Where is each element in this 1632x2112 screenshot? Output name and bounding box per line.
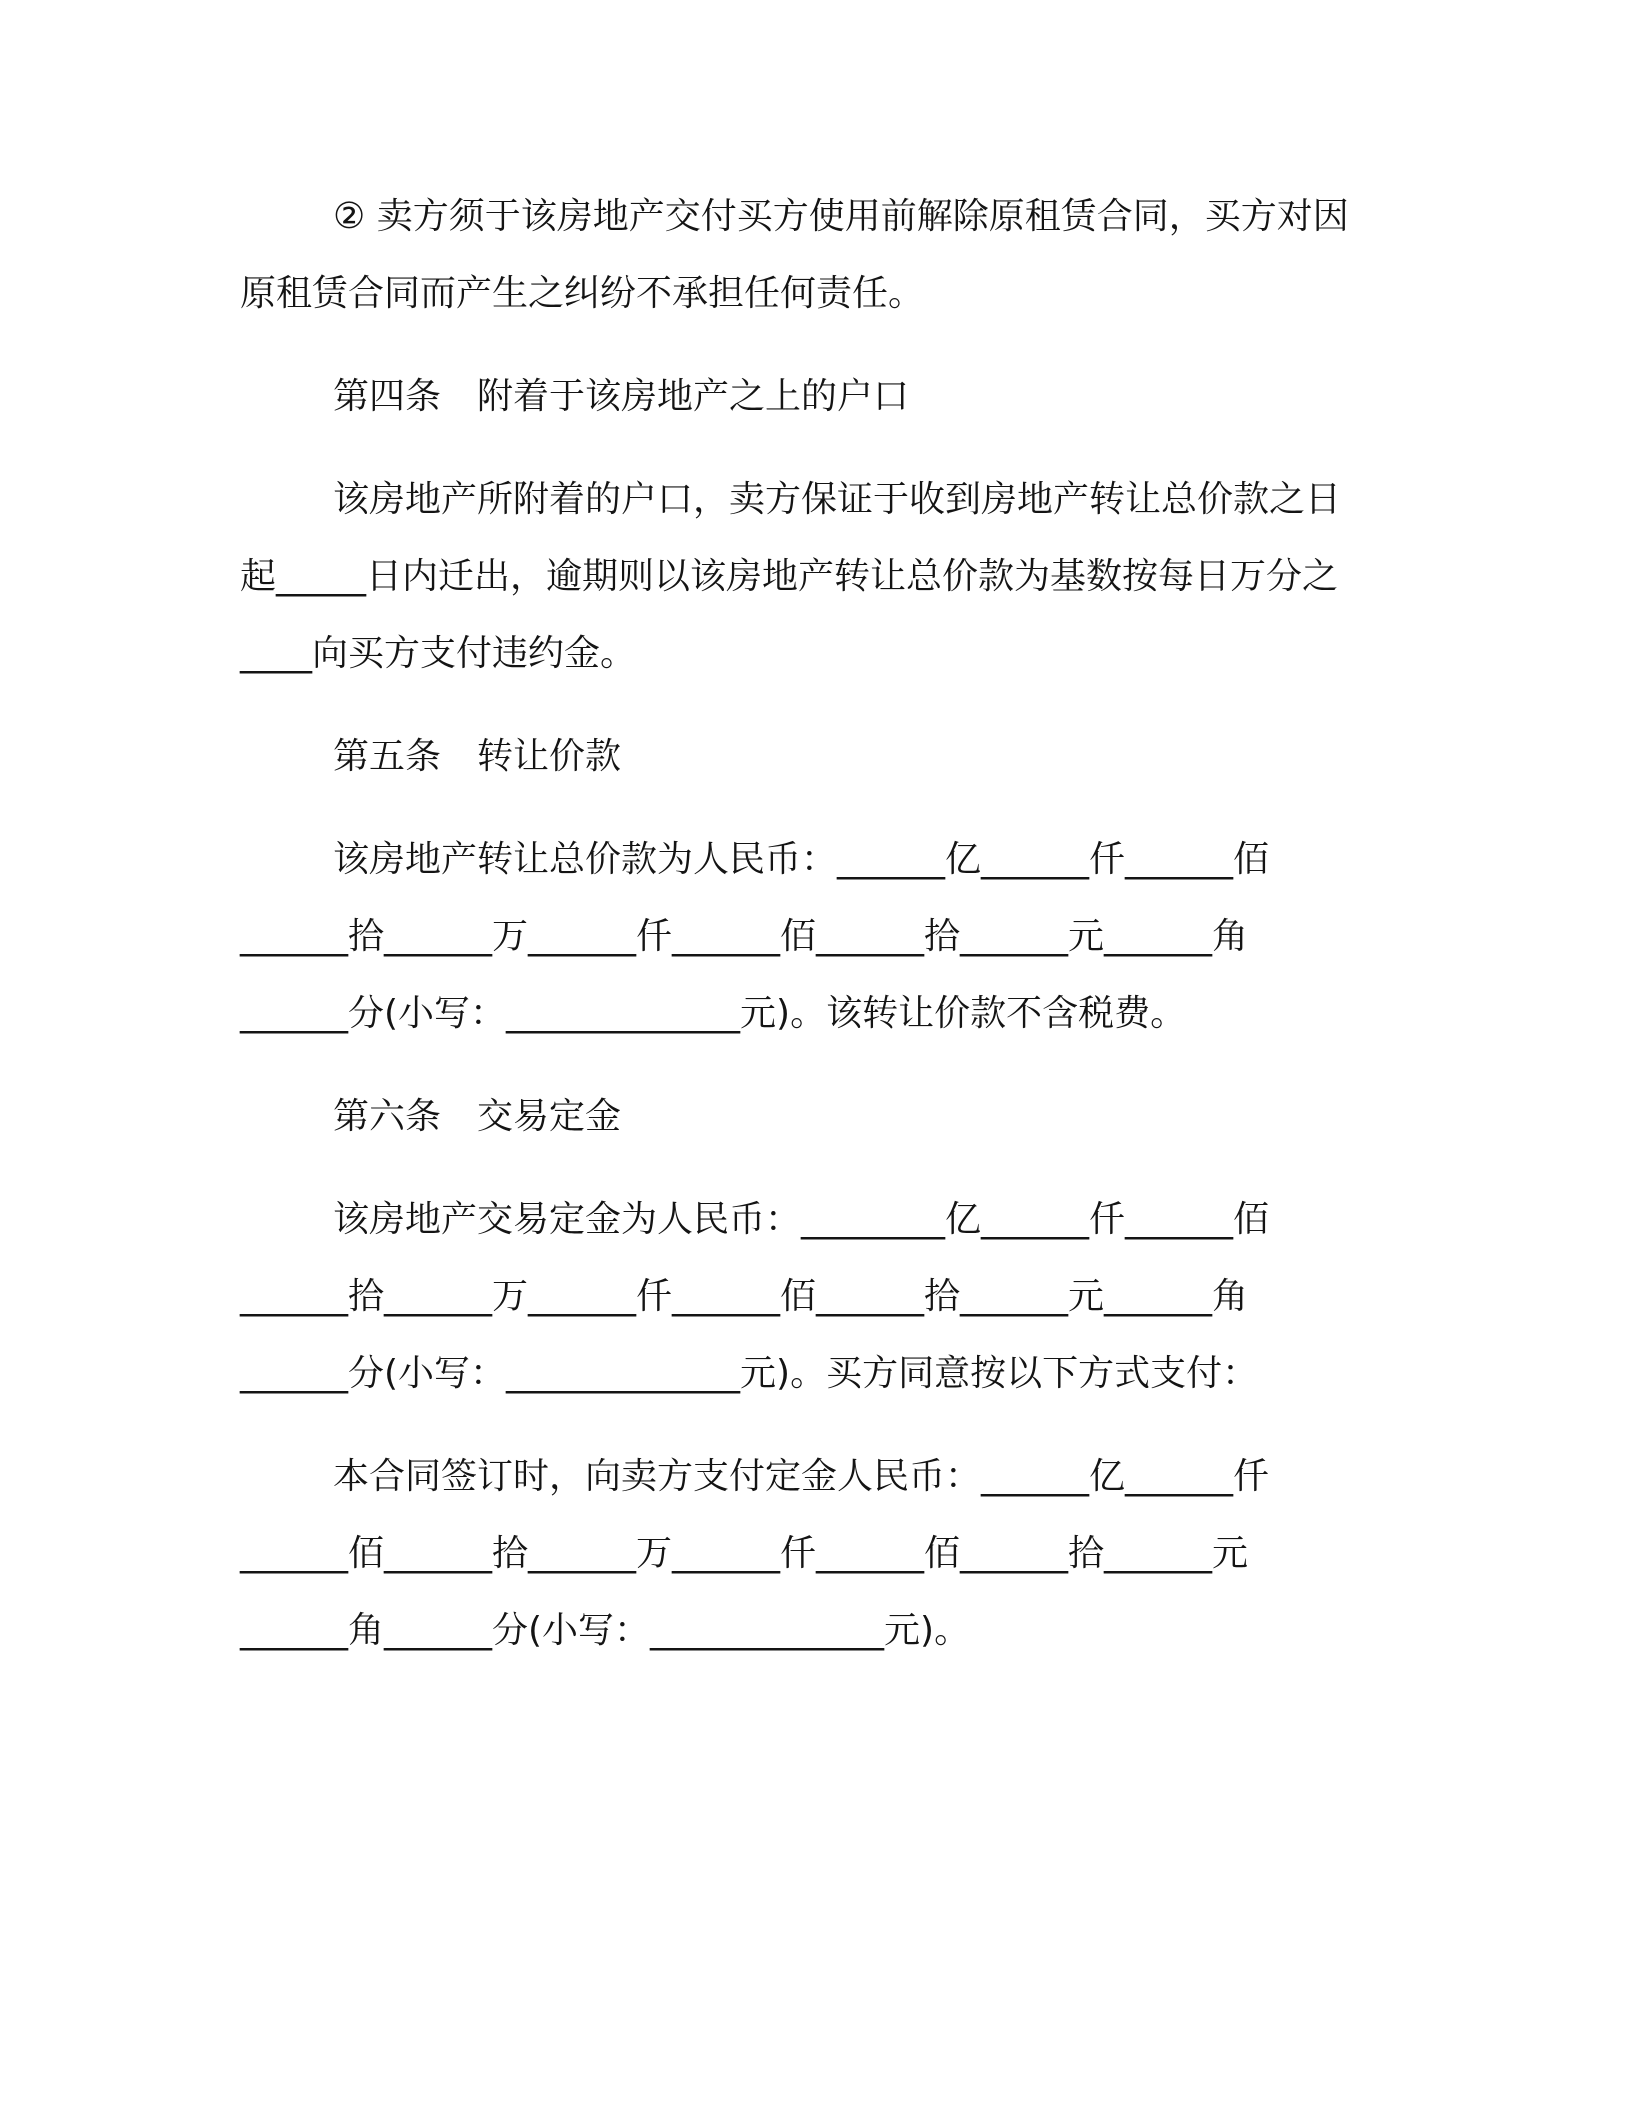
paragraph-line: ____向买方支付违约金。 [240, 633, 637, 674]
article-heading-text: 第四条 附着于该房地产之上的户口 [333, 376, 910, 417]
paragraph-household-registration [240, 461, 1392, 692]
paragraph-line: ______拾______万______仟______佰______拾______元______角 [240, 916, 1248, 957]
paragraph-line: ② 卖方须于该房地产交付买方使用前解除原租赁合同，买方对因 [333, 196, 1349, 237]
article-heading-text: 第五条 转让价款 [333, 736, 622, 777]
article-heading-5 [240, 718, 1392, 795]
paragraph-line: ______佰______拾______万______仟______佰______拾______元 [240, 1533, 1248, 1574]
article-heading-4 [240, 358, 1392, 435]
paragraph-line: ______分(小写：_____________元)。该转让价款不含税费。 [240, 993, 1187, 1034]
paragraph-line: ______角______分(小写：_____________元)。 [240, 1610, 971, 1651]
paragraph-deposit-amount [240, 1181, 1392, 1412]
paragraph-transfer-price [240, 821, 1392, 1052]
paragraph-line: ______分(小写：_____________元)。买方同意按以下方式支付： [240, 1353, 1259, 1394]
paragraph-deposit-payment [240, 1438, 1392, 1669]
article-heading-6 [240, 1078, 1392, 1155]
paragraph-line: 该房地产转让总价款为人民币：______亿______仟______佰 [333, 839, 1270, 880]
paragraph-line: 该房地产所附着的户口，卖方保证于收到房地产转让总价款之日 [333, 479, 1342, 520]
paragraph-vacate-lease [240, 178, 1392, 332]
paragraph-line: 本合同签订时，向卖方支付定金人民币：______亿______仟 [333, 1456, 1270, 1497]
paragraph-line: ______拾______万______仟______佰______拾______元______角 [240, 1276, 1248, 1317]
paragraph-line: 该房地产交易定金为人民币：________亿______仟______佰 [333, 1199, 1270, 1240]
paragraph-line: 起_____日内迁出，逾期则以该房地产转让总价款为基数按每日万分之 [240, 556, 1339, 597]
article-heading-text: 第六条 交易定金 [333, 1096, 622, 1137]
paragraph-line: 原租赁合同而产生之纠纷不承担任何责任。 [240, 273, 925, 314]
